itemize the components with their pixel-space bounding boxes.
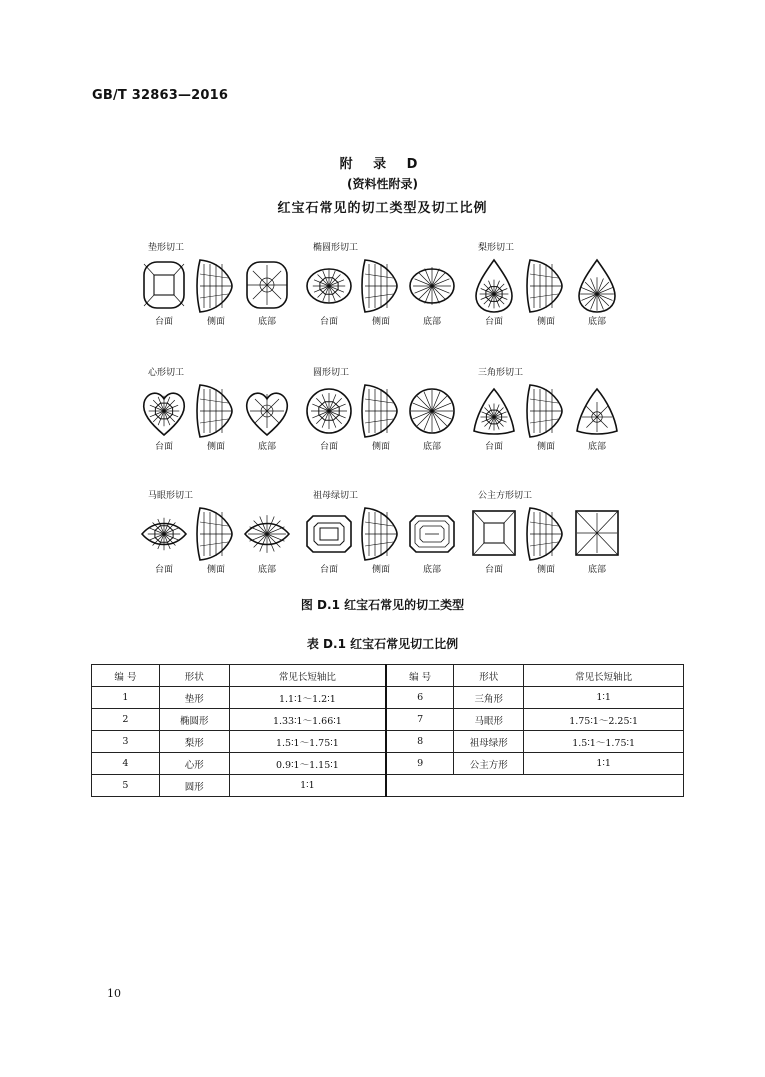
table-caption: 表 D.1 红宝石常见切工比例	[306, 637, 459, 651]
table-row	[92, 775, 684, 797]
table-cell: 2	[92, 709, 160, 731]
table-cell: 心形	[159, 753, 229, 775]
header-cell: 常见长短轴比	[524, 665, 684, 687]
view-label-side: 侧面	[536, 317, 555, 327]
table-row	[92, 687, 684, 709]
table-cell: 4	[92, 753, 160, 775]
view-label-bottom: 底部	[422, 442, 441, 452]
table-cell: 8	[386, 731, 454, 753]
view-label-side: 侧面	[206, 565, 225, 575]
table-cell: 公主方形	[454, 753, 524, 775]
cut-type-title: 圆形切工	[313, 368, 350, 378]
table-cell: 6	[386, 687, 454, 709]
gem-triangle-bottom-view	[573, 381, 621, 445]
gem-marquise-table-view	[140, 504, 188, 568]
table-cell: 1.33∶1～1.66∶1	[229, 709, 386, 731]
view-label-side: 侧面	[206, 317, 225, 327]
gem-marquise-side-view	[192, 504, 240, 568]
view-label-bottom: 底部	[422, 565, 441, 575]
table-cell: 1.5∶1～1.75∶1	[229, 731, 386, 753]
table-cell: 9	[386, 753, 454, 775]
appendix-note: (资料性附录)	[347, 177, 418, 191]
view-label-table: 台面	[319, 442, 338, 452]
appendix-title: 附 录 D	[339, 157, 426, 172]
header-cell: 编 号	[386, 665, 454, 687]
gem-emerald-bottom-view	[408, 504, 456, 568]
gem-princess-side-view	[522, 504, 570, 568]
table-cell: 1∶1	[524, 687, 684, 709]
view-label-side: 侧面	[371, 317, 390, 327]
gem-marquise-bottom-view	[243, 504, 291, 568]
table-cell: 1.5∶1～1.75∶1	[524, 731, 684, 753]
gem-heart-side-view	[192, 381, 240, 445]
view-label-bottom: 底部	[587, 565, 606, 575]
gem-pear-side-view	[522, 256, 570, 320]
gem-oval-bottom-view	[408, 256, 456, 320]
gem-triangle-table-view	[470, 381, 518, 445]
table-cell: 三角形	[454, 687, 524, 709]
view-label-bottom: 底部	[257, 442, 276, 452]
table-cell: 1∶1	[229, 775, 386, 797]
cut-type-title: 祖母绿切工	[313, 491, 359, 501]
table-cell: 1	[92, 687, 160, 709]
table-cell: 5	[92, 775, 160, 797]
header-cell: 编 号	[92, 665, 160, 687]
table-cell: 垫形	[159, 687, 229, 709]
table-cell: 3	[92, 731, 160, 753]
header-cell: 常见长短轴比	[229, 665, 386, 687]
gem-cushion-side-view	[192, 256, 240, 320]
cut-ratio-table	[91, 664, 684, 797]
header-cell: 形状	[159, 665, 229, 687]
cut-type-title: 三角形切工	[478, 368, 524, 378]
table-cell: 1.1∶1～1.2∶1	[229, 687, 386, 709]
gem-princess-bottom-view	[573, 504, 621, 568]
figure-caption: 图 D.1 红宝石常见的切工类型	[300, 598, 465, 612]
gem-cushion-bottom-view	[243, 256, 291, 320]
gem-oval-side-view	[357, 256, 405, 320]
gem-cushion-table-view	[140, 256, 188, 320]
view-label-side: 侧面	[206, 442, 225, 452]
table-cell: 1∶1	[524, 753, 684, 775]
gem-pear-table-view	[470, 256, 518, 320]
cut-type-title: 心形切工	[148, 368, 185, 378]
gem-princess-table-view	[470, 504, 518, 568]
table-cell: 梨形	[159, 731, 229, 753]
view-label-table: 台面	[484, 317, 503, 327]
view-label-side: 侧面	[536, 442, 555, 452]
view-label-table: 台面	[319, 317, 338, 327]
gem-triangle-side-view	[522, 381, 570, 445]
table-row	[92, 731, 684, 753]
cut-type-title: 马眼形切工	[148, 491, 194, 501]
table-cell: 祖母绿形	[454, 731, 524, 753]
appendix-subtitle: 红宝石常见的切工类型及切工比例	[277, 201, 488, 216]
table-cell: 圆形	[159, 775, 229, 797]
header-cell: 形状	[454, 665, 524, 687]
view-label-table: 台面	[154, 565, 173, 575]
cut-type-title: 公主方形切工	[478, 491, 533, 501]
view-label-table: 台面	[484, 565, 503, 575]
view-label-bottom: 底部	[587, 442, 606, 452]
table-cell: 7	[386, 709, 454, 731]
view-label-table: 台面	[154, 442, 173, 452]
view-label-bottom: 底部	[257, 317, 276, 327]
cut-type-title: 垫形切工	[148, 243, 185, 253]
gem-round-table-view	[305, 381, 353, 445]
standard-number: GB/T 32863—2016	[92, 88, 229, 103]
view-label-table: 台面	[154, 317, 173, 327]
table-row	[92, 753, 684, 775]
view-label-table: 台面	[319, 565, 338, 575]
view-label-bottom: 底部	[422, 317, 441, 327]
cut-type-title: 椭圆形切工	[313, 243, 359, 253]
gem-heart-bottom-view	[243, 381, 291, 445]
gem-heart-table-view	[140, 381, 188, 445]
view-label-side: 侧面	[536, 565, 555, 575]
gem-round-side-view	[357, 381, 405, 445]
gem-emerald-side-view	[357, 504, 405, 568]
table-header-row	[92, 665, 684, 687]
cut-type-title: 梨形切工	[478, 243, 515, 253]
view-label-side: 侧面	[371, 565, 390, 575]
table-cell: 0.9∶1～1.15∶1	[229, 753, 386, 775]
gem-emerald-table-view	[305, 504, 353, 568]
page-number: 10	[107, 987, 121, 1000]
gem-pear-bottom-view	[573, 256, 621, 320]
view-label-side: 侧面	[371, 442, 390, 452]
view-label-bottom: 底部	[587, 317, 606, 327]
table-cell: 1.75∶1～2.25∶1	[524, 709, 684, 731]
view-label-table: 台面	[484, 442, 503, 452]
table-row	[92, 709, 684, 731]
view-label-bottom: 底部	[257, 565, 276, 575]
table-cell: 椭圆形	[159, 709, 229, 731]
table-cell: 马眼形	[454, 709, 524, 731]
table-cell-empty	[386, 775, 684, 797]
gem-oval-table-view	[305, 256, 353, 320]
gem-round-bottom-view	[408, 381, 456, 445]
